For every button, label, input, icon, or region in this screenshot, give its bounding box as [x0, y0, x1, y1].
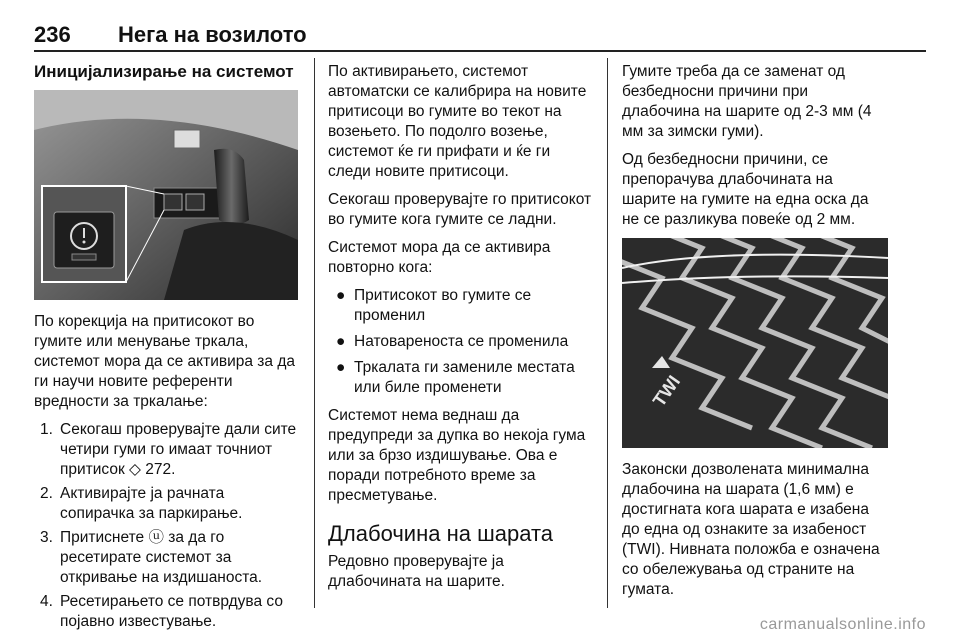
console-illustration	[34, 90, 298, 300]
twi-marking: TWI	[648, 371, 685, 411]
list-item: 1. Секогаш проверувајте дали сите четири гуми го имаат точниот притисок ◇ 272.	[40, 421, 297, 478]
paragraph: Секогаш проверувајте го притисокот во гумите кога гумите се ладни.	[328, 191, 592, 228]
paragraph: Законски дозволената минимална длабочина на шарата (1,6 мм) е достигната кога шарата е изабена до една од ознаките за изабеност (TWI). Нивната положба е означена со обележувања од страните на гумата.	[622, 461, 880, 598]
list-item: ● Натовареноста се променила	[336, 333, 569, 350]
section-title: Иницијализирање на системот	[34, 62, 294, 81]
chapter-title: Нега на возилото	[118, 22, 307, 47]
page-header	[34, 22, 926, 48]
column-2	[328, 62, 592, 600]
bullet-list	[328, 286, 592, 398]
console-photo	[34, 90, 298, 300]
column-1	[34, 62, 298, 640]
paragraph: По активирањето, системот автоматски се калибрира на новите притисоци во гумите во текот на возењето. По подолго возење, системот ќе ги прифати и ќе ги следи новите притисоци.	[328, 63, 587, 180]
section-heading: Длабочина на шарата	[328, 521, 554, 546]
list-item: 3. Притиснете ⓤ за да го ресетирате системот за откривање на издишаноста.	[40, 529, 263, 586]
paragraph: Од безбедносни причини, се препорачува длабочината на шарите на гумите на една оска да не се разликува повеќе од 2 мм.	[622, 151, 869, 228]
list-item: 4. Ресетирањето се потврдува со појавно известување.	[40, 593, 283, 630]
column-divider-2	[607, 58, 608, 608]
list-item: 2. Активирајте ја рачната сопирачка за паркирање.	[40, 485, 243, 522]
header-rule	[34, 50, 926, 52]
column-3	[622, 62, 888, 608]
steps-list	[34, 420, 298, 632]
tire-tread-photo	[622, 238, 888, 448]
page-number: 236	[34, 22, 71, 47]
list-item: ● Тркалата ги замениле местата или биле променети	[336, 359, 575, 396]
paragraph: Гумите треба да се заменат од безбедносни причини при длабочина на шарите од 2-3 мм (4 мм за зимски гуми).	[622, 63, 872, 140]
tire-tread-illustration	[622, 238, 888, 448]
intro-paragraph: По корекција на притисокот во гумите или менување тркала, системот мора да се активира за да ги научи новите референти вредности за тркалање:	[34, 313, 295, 410]
watermark: carmanualsonline.info	[759, 616, 926, 633]
list-item: ● Притисокот во гумите се променил	[336, 287, 532, 324]
paragraph: Системот мора да се активира повторно кога:	[328, 239, 551, 276]
paragraph: Системот нема веднаш да предупреди за дупка во некоја гума или за брзо издишување. Ова е поради потребното време за пресметување.	[328, 407, 586, 504]
column-divider-1	[314, 58, 315, 608]
paragraph: Редовно проверувајте ја длабочината на шарите.	[328, 553, 505, 590]
